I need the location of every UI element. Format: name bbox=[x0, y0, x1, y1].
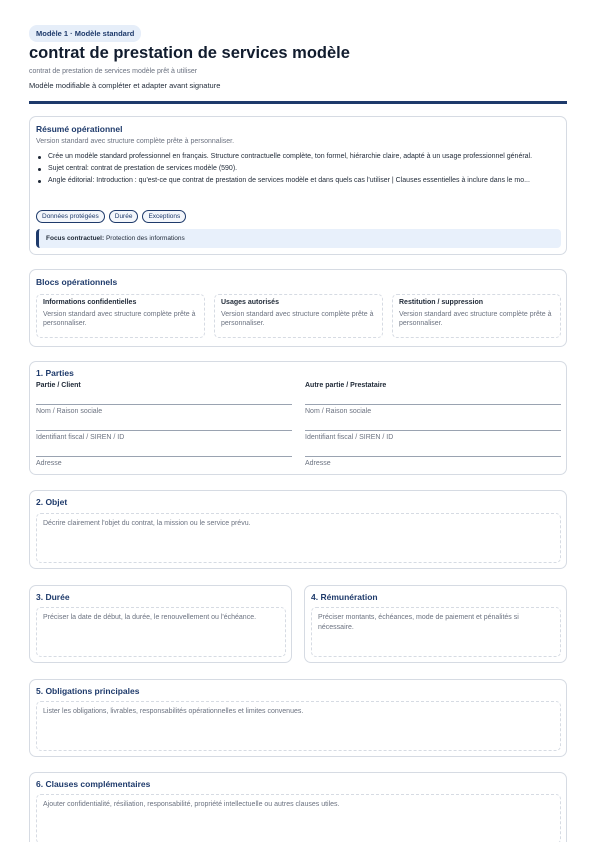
summary-bullet: Angle éditorial: Introduction : qu'est-ce que contrat de prestation de services modèle et dans quels cas l'utiliser | Clauses essentielles à inclure dans le mo... bbox=[36, 176, 546, 186]
remuneration-title: 4. Rémunération bbox=[311, 592, 378, 602]
remuneration-textarea[interactable]: Préciser montants, échéances, mode de paiement et pénalités si nécessaire. bbox=[311, 607, 561, 657]
summary-card bbox=[29, 116, 567, 255]
chip-donnees-protegees[interactable]: Données protégées bbox=[36, 210, 105, 223]
party-provider-heading: Autre partie / Prestataire bbox=[305, 382, 387, 389]
provider-id-label: Identifiant fiscal / SIREN / ID bbox=[305, 434, 394, 441]
focus-label: Focus contractuel: bbox=[46, 235, 105, 242]
page-subtitle: contrat de prestation de services modèle prêt à utiliser bbox=[29, 68, 198, 75]
duree-title: 3. Durée bbox=[36, 592, 70, 602]
summary-bullet: Crée un modèle standard professionnel en français. Structure contractuelle complète, ton formel, hiérarchie claire, adapté à un usage professionnel général. bbox=[36, 152, 546, 162]
blocks-title: Blocs opérationnels bbox=[36, 277, 118, 287]
objet-textarea[interactable]: Décrire clairement l'objet du contrat, la mission ou le service prévu. bbox=[36, 513, 561, 563]
remuneration-card bbox=[304, 585, 567, 663]
chip-exceptions[interactable]: Exceptions bbox=[142, 210, 186, 223]
provider-name-label: Nom / Raison sociale bbox=[305, 408, 372, 415]
obligations-card bbox=[29, 679, 567, 757]
parties-card bbox=[29, 361, 567, 475]
block-description: Version standard avec structure complète prête à personnaliser. bbox=[43, 311, 196, 327]
chip-duree[interactable]: Durée bbox=[109, 210, 139, 223]
block-description: Version standard avec structure complète prête à personnaliser. bbox=[221, 311, 374, 327]
client-address-line[interactable] bbox=[36, 456, 292, 457]
block-description: Version standard avec structure complète prête à personnaliser. bbox=[399, 311, 552, 327]
block-usages-autorises bbox=[214, 294, 383, 338]
client-id-line[interactable] bbox=[36, 430, 292, 431]
duree-card bbox=[29, 585, 292, 663]
clauses-title: 6. Clauses complémentaires bbox=[36, 779, 151, 789]
obligations-title: 5. Obligations principales bbox=[36, 686, 140, 696]
focus-value: Protection des informations bbox=[105, 235, 185, 242]
objet-title: 2. Objet bbox=[36, 497, 68, 507]
clauses-textarea[interactable]: Ajouter confidentialité, résiliation, responsabilité, propriété intellectuelle ou autres clauses utiles. bbox=[36, 794, 561, 842]
blocks-card bbox=[29, 269, 567, 347]
provider-id-line[interactable] bbox=[305, 430, 561, 431]
objet-card bbox=[29, 490, 567, 569]
client-name-line[interactable] bbox=[36, 404, 292, 405]
template-badge: Modèle 1 · Modèle standard bbox=[29, 25, 141, 42]
block-restitution-suppression bbox=[392, 294, 561, 338]
summary-description: Version standard avec structure complète prête à personnaliser. bbox=[36, 138, 235, 145]
block-title: Usages autorisés bbox=[221, 299, 279, 306]
clauses-card bbox=[29, 772, 567, 842]
provider-address-line[interactable] bbox=[305, 456, 561, 457]
summary-bullet: Sujet central: contrat de prestation de services modèle (590). bbox=[36, 164, 546, 174]
summary-title: Résumé opérationnel bbox=[36, 124, 123, 134]
provider-name-line[interactable] bbox=[305, 404, 561, 405]
obligations-textarea[interactable]: Lister les obligations, livrables, responsabilités opérationnelles et limites convenues. bbox=[36, 701, 561, 751]
page-tagline: Modèle modifiable à compléter et adapter avant signature bbox=[29, 81, 221, 90]
focus-callout bbox=[36, 229, 561, 248]
party-client-heading: Partie / Client bbox=[36, 382, 81, 389]
client-address-label: Adresse bbox=[36, 460, 62, 467]
header-divider bbox=[29, 101, 567, 104]
summary-bullets bbox=[36, 152, 546, 188]
summary-chips bbox=[36, 210, 186, 223]
provider-address-label: Adresse bbox=[305, 460, 331, 467]
client-id-label: Identifiant fiscal / SIREN / ID bbox=[36, 434, 125, 441]
block-title: Informations confidentielles bbox=[43, 299, 137, 306]
page-title: contrat de prestation de services modèle bbox=[29, 44, 350, 62]
duree-textarea[interactable]: Préciser la date de début, la durée, le renouvellement ou l'échéance. bbox=[36, 607, 286, 657]
block-informations-confidentielles bbox=[36, 294, 205, 338]
client-name-label: Nom / Raison sociale bbox=[36, 408, 103, 415]
block-title: Restitution / suppression bbox=[399, 299, 484, 306]
parties-title: 1. Parties bbox=[36, 368, 74, 378]
